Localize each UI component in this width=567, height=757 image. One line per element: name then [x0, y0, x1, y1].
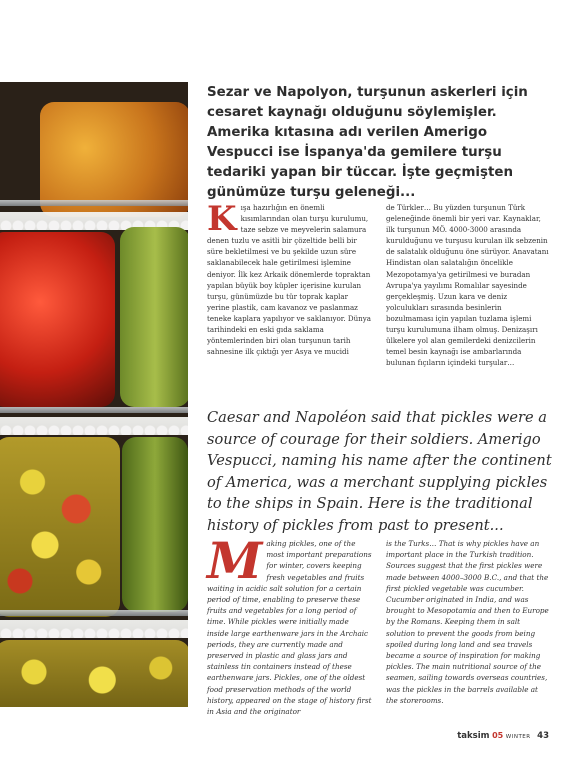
page-footer — [457, 731, 549, 741]
english-body — [207, 531, 552, 717]
english-drop-cap: M — [207, 531, 263, 590]
lace-cover — [0, 417, 188, 435]
turkish-drop-cap: K — [207, 199, 237, 239]
shelf — [0, 610, 188, 616]
issue-number: 05 — [492, 731, 504, 740]
shelf — [0, 200, 188, 206]
lace-cover — [0, 620, 188, 638]
english-column-1 — [207, 531, 372, 717]
magazine-brand: taksim — [457, 731, 490, 741]
turkish-column-1 — [207, 199, 372, 368]
pickle-jars-photo — [0, 82, 188, 707]
turkish-lead: Sezar ve Napolyon, turşunun askerleri için cesaret kaynağı olduğunu söylemişler. Amerika kıtasına adı verilen Amerigo Vespucci ise İspanya'da gemilere turşu tedariki yapan bir tüccar. İşte geçmişten günümüze turşu geleneği... — [207, 85, 528, 200]
jar-green-beans — [120, 227, 188, 407]
turkish-column-1-text: ışa hazırlığın en önemli kısımlarından olan turşu kurulumu, taze sebze ve meyvelerin salamura denen tuzlu ve asitli bir çözeltide belli bir süre bekletilmesi ve bu şekilde uzun süre saklanabilecek hale getirilmesi işlemine deniyor. İlk kez Arkaik dönemlerde topraktan yapılan büyük boy küpler içerisine kurulan turşu, günümüzde bu tür toprak kaplar yerine plastik, cam kavanoz ve paslanmaz teneke kaplara yapılıyor ve saklanıyor. Dünya tarihindeki en eski gıda saklama yöntemlerinden biri olan turşunun tarih sahnesine ilk çıktığı yer Asya ve mucidi — [207, 203, 371, 357]
english-lead: Caesar and Napoléon said that pickles were a source of courage for their soldiers. Amerigo Vespucci, naming his name after the continent of America, was a merchant supplying pickles to the ships in Spain. Here is the traditional history of pickles from past to present... — [207, 409, 552, 534]
turkish-column-2: de Türkler… Bu yüzden turşunun Türk geleneğinde önemli bir yeri var. Kaynaklar, ilk turşunun MÖ. 4000-3000 arasında kurulduğunu ve turşusu kurulan ilk sebzenin de salatalık olduğunu öne sürüyor. Anavatanı Hindistan olan salatalığın öncelikle Mezopotamya'ya getirilmesi ve buradan Avrupa'ya yayılımı Romalılar sayesinde gerçekleşmiş. Uzun kara ve deniz yolculukları sırasında besinlerin bozulmaması için yapılan tuzlama işlemi turşu kurulumuna ilham olmuş. Denizaşırı ülkelere yol alan gemilerdeki denizcilerin temel besin kaynağı ise ambarlarında bulunan fıçıların içindeki turşular… — [386, 203, 549, 368]
jar-yellow-tomatoes — [0, 437, 120, 617]
jar-red-peppers — [0, 232, 115, 407]
page-number: 43 — [537, 731, 549, 741]
english-column-2: is the Turks… That is why pickles have an important place in the Turkish tradition. Sources suggest that the first pickles were made between 4000–3000 B.C., and that the first pickled vegetable was cucumber. Cucumber originated in India, and was brought to Mesopotamia and then to Europe by the Romans. Keeping them in salt solution to prevent the goods from being spoiled during long land and sea travels became a source of inspiration for making pickles. The main nutritional source of the seamen, sailing towards overseas countries, was the pickles in the barrels available at the storerooms. — [386, 539, 549, 705]
jar-bottom — [0, 640, 188, 707]
english-column-1-text: aking pickles, one of the most important preparations for winter, covers keeping fresh vegetables and fruits waiting in acidic salt solution for a certain period of time, enabling to preserve these fruits and vegetables for a long period of time. While pickles were initially made inside large earthenware jars in the Archaic periods, they are currently made and preserved in plastic and glass jars and stainless tin containers instead of these earthenware jars. Pickles, one of the oldest food preservation methods of the world history, appeared on the stage of history first in Asia and the originator — [207, 539, 372, 717]
jar-green-peppers — [122, 437, 188, 612]
shelf — [0, 407, 188, 413]
issue-season: WINTER — [505, 734, 531, 740]
turkish-body — [207, 199, 552, 368]
